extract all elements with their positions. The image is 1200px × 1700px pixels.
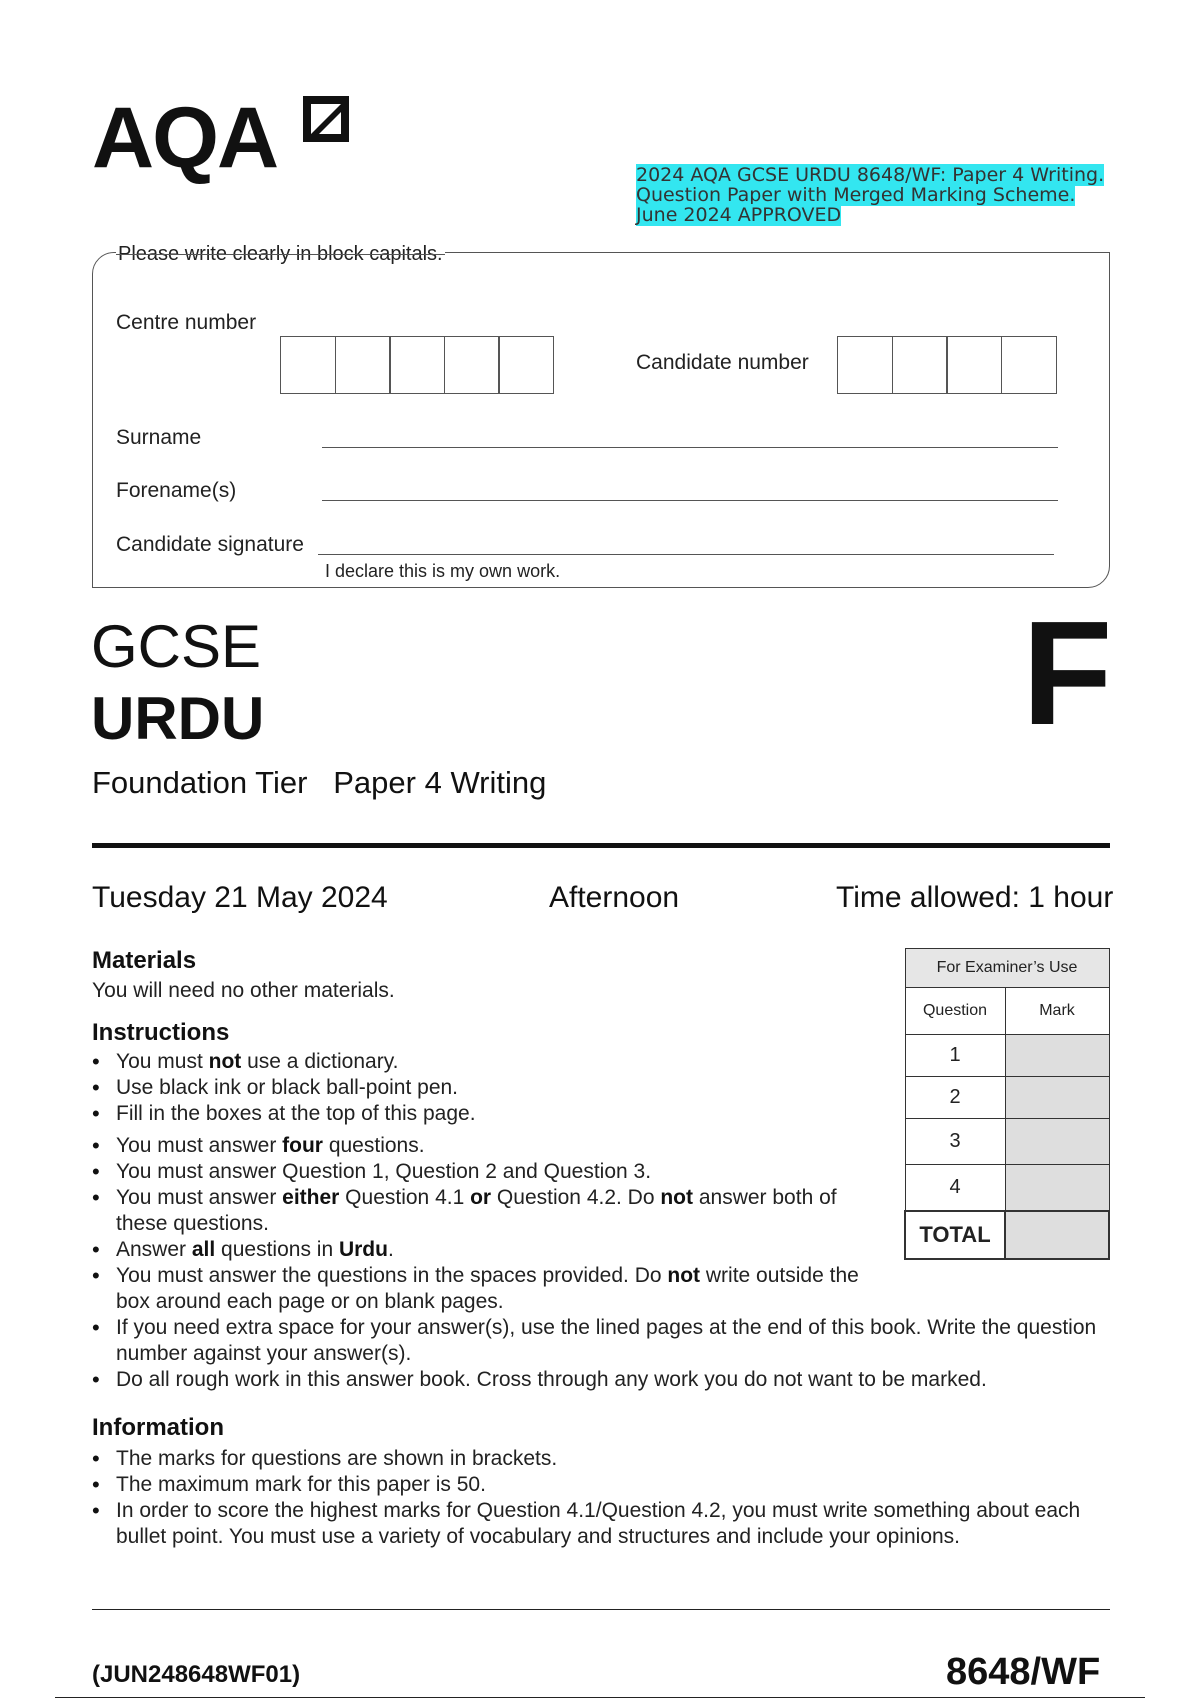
candidate-digit-box[interactable]: [837, 336, 893, 394]
candidate-digit-box[interactable]: [946, 336, 1002, 394]
examiner-table-header: For Examiner’s Use: [905, 949, 1109, 988]
list-item: • You must answer either Question 4.1 or Question 4.2. Do not answer both of these questions.: [92, 1185, 872, 1237]
signature-field[interactable]: [318, 554, 1054, 555]
information-heading: Information: [92, 1414, 224, 1441]
forename-label: Forename(s): [116, 479, 237, 502]
list-item: • In order to score the highest marks for Question 4.1/Question 4.2, you must write something about each bullet point. You must use a variety of vocabulary and structures and include your opinions.: [92, 1498, 1094, 1550]
centre-digit-box[interactable]: [444, 336, 500, 394]
materials-text: You will need no other materials.: [92, 979, 395, 1002]
candidate-number-label: Candidate number: [636, 351, 809, 374]
centre-number-label: Centre number: [116, 311, 257, 334]
question-number: 2: [905, 1077, 1005, 1119]
instructions-heading: Instructions: [92, 1019, 230, 1046]
exam-date: Tuesday 21 May 2024: [92, 881, 388, 914]
list-item: • You must answer the questions in the spaces provided. Do not write outside the box around each page or on blank pages.: [92, 1263, 872, 1315]
tier-letter: F: [1022, 591, 1113, 756]
surname-field[interactable]: [322, 447, 1058, 448]
centre-digit-box[interactable]: [389, 336, 445, 394]
list-item: • Use black ink or black ball-point pen.: [92, 1075, 872, 1101]
mark-cell: [1005, 1165, 1109, 1211]
document-code: (JUN248648WF01): [92, 1661, 301, 1688]
question-number: 1: [905, 1035, 1005, 1077]
total-label: TOTAL: [905, 1211, 1005, 1259]
page-edge: [55, 1697, 1145, 1698]
candidate-digit-box[interactable]: [892, 336, 948, 394]
list-item: • You must not use a dictionary.: [92, 1049, 872, 1075]
block-capitals-instruction: Please write clearly in block capitals.: [118, 243, 443, 265]
aqa-logo-mark-icon: [297, 92, 353, 148]
list-item: • You must answer Question 1, Question 2 and Question 3.: [92, 1159, 872, 1185]
time-allowed: Time allowed: 1 hour: [836, 881, 1114, 914]
information-list: [92, 1446, 1094, 1550]
examiner-use-table: [904, 948, 1110, 1260]
candidate-number-boxes[interactable]: [837, 336, 1057, 394]
tier-paper-title: Foundation Tier Paper 4 Writing: [92, 765, 547, 800]
qualification-title: GCSE: [91, 613, 262, 680]
signature-label: Candidate signature: [116, 533, 304, 556]
mark-column-header: Mark: [1005, 988, 1109, 1035]
question-number: 3: [905, 1119, 1005, 1165]
centre-number-boxes[interactable]: [280, 336, 554, 394]
subject-title: URDU: [91, 685, 265, 752]
centre-digit-box[interactable]: [498, 336, 554, 394]
mark-cell: [1005, 1035, 1109, 1077]
aqa-logo: AQA: [92, 90, 278, 186]
highlighted-note: 2024 AQA GCSE URDU 8648/WF: Paper 4 Writing. Question Paper with Merged Marking Scheme. June 2024 APPROVED: [636, 164, 1105, 226]
candidate-digit-box[interactable]: [1001, 336, 1057, 394]
declaration-text: I declare this is my own work.: [325, 561, 561, 581]
list-item: • The maximum mark for this paper is 50.: [92, 1472, 1094, 1498]
surname-label: Surname: [116, 426, 202, 449]
list-item: • Answer all questions in Urdu.: [92, 1237, 872, 1263]
list-item: • The marks for questions are shown in brackets.: [92, 1446, 1094, 1472]
total-mark-cell: [1005, 1211, 1109, 1259]
list-item: • Fill in the boxes at the top of this page.: [92, 1101, 872, 1127]
list-item: • If you need extra space for your answer(s), use the lined pages at the end of this book. Write the question number against your answer(s).: [92, 1315, 1116, 1367]
mark-cell: [1005, 1077, 1109, 1119]
materials-heading: Materials: [92, 947, 197, 974]
centre-digit-box[interactable]: [280, 336, 336, 394]
mark-cell: [1005, 1119, 1109, 1165]
exam-session: Afternoon: [549, 881, 680, 914]
question-column-header: Question: [905, 988, 1005, 1035]
centre-digit-box[interactable]: [335, 336, 391, 394]
forename-field[interactable]: [322, 500, 1058, 501]
list-item: • Do all rough work in this answer book. Cross through any work you do not want to be marked.: [92, 1367, 1116, 1393]
paper-code: 8648/WF: [946, 1651, 1101, 1693]
divider: [92, 843, 1110, 848]
footer-divider: [92, 1609, 1110, 1610]
question-number: 4: [905, 1165, 1005, 1211]
list-item: • You must answer four questions.: [92, 1133, 872, 1159]
